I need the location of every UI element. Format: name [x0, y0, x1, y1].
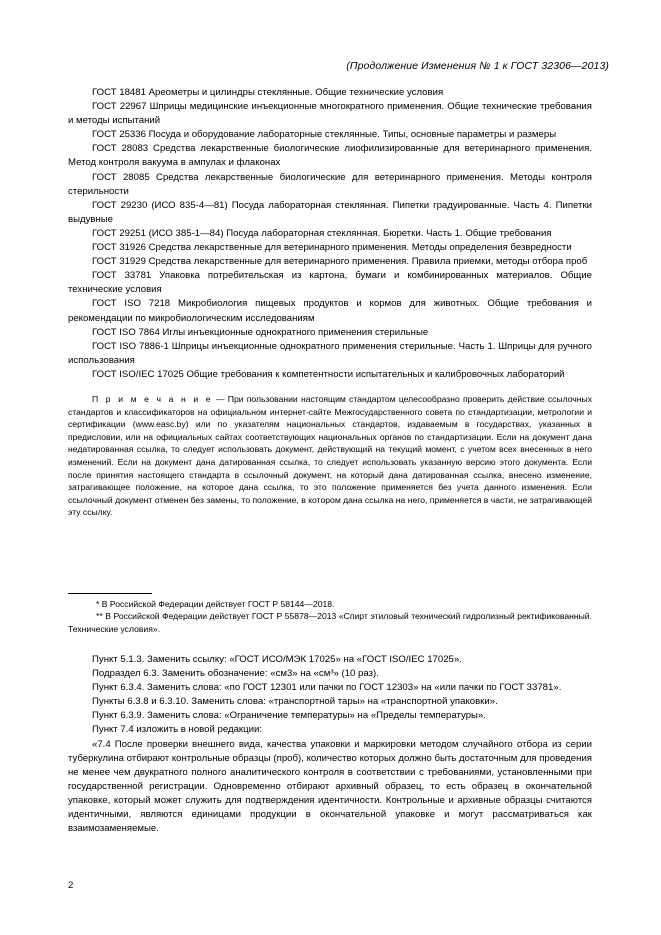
amendment-item: Пункты 6.3.8 и 6.3.10. Заменить слова: «транспортной тары» на «транспортной упаковки».	[92, 696, 498, 708]
amendment-item: Пункт 6.3.9. Заменить слова: «Ограничение температуры» на «Пределы температуры».	[92, 710, 486, 722]
standard-entry: ГОСТ ISO/IEC 17025 Общие требования к компетентности испытательных и калибровочных лабораторий	[92, 368, 565, 380]
standard-entry: ГОСТ 31929 Средства лекарственные для ветеринарного применения. Правила приемки, методы отбора проб	[92, 256, 588, 268]
standard-entry: ГОСТ 33781 Упаковка потребительская из картона, бумаги и комбинированных материалов. Общие технические условия	[68, 270, 592, 296]
standard-entry: ГОСТ ISO 7218 Микробиология пищевых продуктов и кормов для животных. Общие требования и рекомендации по микробиологическим исследованиям	[68, 298, 592, 324]
amendment-item: Пункт 6.3.4. Заменить слова: «по ГОСТ 12301 или пачки по ГОСТ 12303» на «или пачки по ГОСТ 33781».	[92, 682, 562, 694]
amendment-item: «7.4 После проверки внешнего вида, качества упаковки и маркировки методом случайного отбора из серии туберкулина отбирают контрольные образцы (проб), количество которых должно быть достаточным для проведения не менее чем двукратного полного аналитического контроля в соответствии с требованиями, установленными при государственной регистрации. Одновременно отбирают архивный образец, то есть образец в окончательной упаковке, который может служить для подтверждения идентичности. Контрольные и архивные образцы считаются идентичными, являются единицами продукции в окончательной упаковке и могут рассматриваться как взаимозаменяемые.	[68, 738, 592, 835]
standard-entry: ГОСТ 29251 (ИСО 385-1—84) Посуда лабораторная стеклянная. Бюретки. Часть 1. Общие требования	[92, 227, 552, 239]
footnote-item: ** В Российской Федерации действует ГОСТ Р 55878—2013 «Спирт этиловый технический гидролизный ректификованный. Технические условия».	[68, 611, 592, 634]
standard-entry: ГОСТ 22967 Шприцы медицинские инъекционные многократного применения. Общие технические требования и методы испытаний	[68, 101, 592, 127]
standard-entry: ГОСТ ISO 7886-1 Шприцы инъекционные однократного применения стерильные. Часть 1. Шприцы для ручного использования	[68, 340, 592, 366]
note-label: П р и м е ч а н и е	[92, 393, 213, 404]
amendment-item: Пункт 5.1.3. Заменить ссылку: «ГОСТ ИСО/МЭК 17025» на «ГОСТ ISO/IEC 17025».	[92, 654, 462, 665]
footnote-block	[68, 598, 592, 635]
amendment-item: Подраздел 6.3. Заменить обозначение: «см3» на «см³» (10 раз).	[92, 668, 379, 680]
note-paragraph	[68, 393, 592, 519]
standard-entry: ГОСТ 28083 Средства лекарственные биологические лиофилизированные для ветеринарного применения. Метод контроля вакуума в ампулах и флаконах	[68, 143, 592, 169]
standard-entry: ГОСТ 29230 (ИСО 835-4—81) Посуда лабораторная стеклянная. Пипетки градуированные. Часть 4. Пипетки выдувные	[68, 199, 592, 225]
page-number: 2	[68, 880, 74, 891]
running-header: (Продолжение Изменения № 1 к ГОСТ 32306—2013)	[346, 60, 609, 72]
standard-entry: ГОСТ 28085 Средства лекарственные биологические для ветеринарного применения. Методы контроля стерильности	[68, 171, 592, 197]
standard-entry: ГОСТ ISO 7864 Иглы инъекционные однократного применения стерильные	[92, 326, 429, 338]
note-text: — При пользовании настоящим стандартом целесообразно проверить действие ссылочных стандартов и классификаторов на официальном интернет-сайте Межгосударственного совета по стандартизации, метрологии и сертификации (www.easc.by) или по указателям национальных стандартов, издаваемым в государствах, указанных в предисловии, или на официальных сайтах соответствующих национальных органов по стандартизации. Если на документ дана недатированная ссылка, то следует использовать документ, действующий на текущий момент, с учетом всех внесенных в него изменений. Если на документ дана датированная ссылка, то следует использовать указанную версию этого документа. Если после принятия настоящего стандарта в ссылочный документ, на который дана датированная ссылка, внесено изменение, затрагивающее положение, на которое дана ссылка, то это положение применяется без учета данного изменения. Если ссылочный документ отменен без замены, то положение, в котором дана ссылка на него, применяется в части, не затрагивающей эту ссылку.	[68, 393, 592, 518]
standards-reference-list	[68, 86, 592, 519]
footnote-divider	[68, 593, 152, 594]
standard-entry: ГОСТ 31926 Средства лекарственные для ветеринарного применения. Методы определения безвредности	[92, 242, 572, 254]
amendment-item: Пункт 7.4 изложить в новой редакции:	[92, 724, 262, 736]
footnote-item: * В Российской Федерации действует ГОСТ Р 58144—2018.	[96, 599, 335, 609]
standard-entry: ГОСТ 18481 Ареометры и цилиндры стеклянные. Общие технические условия	[92, 87, 444, 98]
standard-entry: ГОСТ 25336 Посуда и оборудование лабораторные стеклянные. Типы, основные параметры и размеры	[92, 129, 557, 141]
amendment-block	[68, 653, 592, 836]
